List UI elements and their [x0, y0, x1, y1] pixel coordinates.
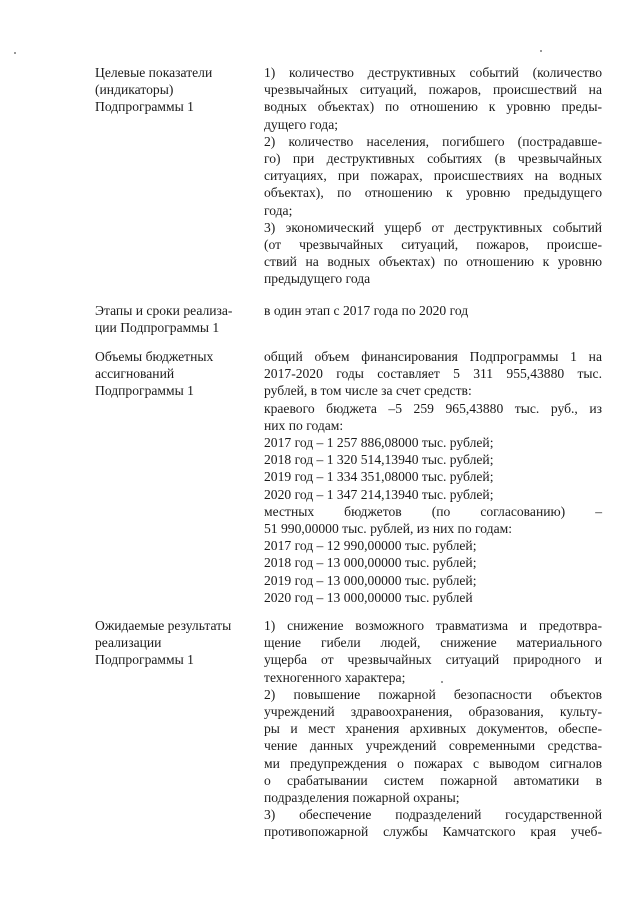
- text-line: 2020 год – 13 000,00000 тыс. рублей: [264, 589, 473, 605]
- label-line: (индикаторы): [95, 82, 174, 97]
- text-line: 2018 год – 1 320 514,13940 тыс. рублей;: [264, 452, 494, 468]
- text-line: 2019 год – 13 000,00000 тыс. рублей;: [264, 572, 477, 588]
- text-line: краевого бюджета –5 259 965,43880 тыс. руб., из: [264, 400, 602, 416]
- label-line: Объемы бюджетных: [95, 349, 214, 364]
- text-line: противопожарной службы Камчатского края учеб-: [264, 824, 602, 840]
- text-line: ры и мест хранения архивных документов, обеспе-: [264, 721, 602, 737]
- text-line: дущего года;: [264, 116, 339, 132]
- text-line: рублей, в том числе за счет средств:: [264, 383, 472, 399]
- section-content: [264, 348, 602, 606]
- text-line: 2018 год – 13 000,00000 тыс. рублей;: [264, 555, 477, 571]
- text-line: предыдущего года: [264, 271, 371, 287]
- section-label: [95, 64, 255, 115]
- text-line: о срабатывании систем пожарной автоматики в: [264, 772, 602, 788]
- text-line: чрезвычайных ситуаций, пожаров, происшествий на: [264, 82, 602, 98]
- text-line: местных бюджетов (по согласованию) –: [264, 503, 602, 519]
- label-line: ции Подпрограммы 1: [95, 320, 220, 335]
- text-line: техногенного характера;: [264, 669, 406, 685]
- label-line: ассигнований: [95, 366, 175, 381]
- text-line: (от чрезвычайных ситуаций, пожаров, происше-: [264, 237, 602, 253]
- section-content: [264, 617, 602, 841]
- text-line: 1) количество деструктивных событий (количество: [264, 65, 602, 80]
- label-line: Подпрограммы 1: [95, 652, 194, 667]
- text-line: подразделения пожарной охраны;: [264, 790, 460, 806]
- section-label: [95, 302, 255, 336]
- text-line: объектах), по отношению к уровню предыдущего: [264, 185, 602, 201]
- section-content: [264, 302, 602, 319]
- text-line: го) при деструктивных событиях (в чрезвычайных: [264, 151, 602, 167]
- label-line: Ожидаемые результаты: [95, 618, 232, 633]
- label-line: Этапы и сроки реализа-: [95, 303, 233, 318]
- scan-speck: [14, 52, 16, 54]
- text-line: общий объем финансирования Подпрограммы 1 на: [264, 349, 602, 364]
- label-line: Подпрограммы 1: [95, 383, 194, 398]
- text-line: 2020 год – 1 347 214,13940 тыс. рублей;: [264, 486, 494, 502]
- text-line: 2) количество населения, погибшего (пострадавше-: [264, 133, 602, 149]
- text-line: них по годам:: [264, 417, 344, 433]
- text-line: ситуациях, при пожарах, происшествиях на водных: [264, 168, 602, 184]
- text-line: учреждений здравоохранения, образования, культу-: [264, 704, 602, 720]
- section-content: [264, 64, 602, 288]
- text-line: 51 990,00000 тыс. рублей, из них по годам:: [264, 521, 512, 537]
- section-label: [95, 348, 255, 399]
- text-line: 1) снижение возможного травматизма и предотвра-: [264, 618, 602, 633]
- text-line: ми предупреждения о пожарах с выводом сигналов: [264, 755, 602, 771]
- text-line: ущерба от чрезвычайных ситуаций природного и: [264, 652, 602, 668]
- text-line: ствий на водных объектах) по отношению к уровню: [264, 254, 602, 270]
- label-line: Подпрограммы 1: [95, 99, 194, 114]
- section-label: [95, 617, 255, 668]
- text-line: 3) обеспечение подразделений государственной: [264, 807, 602, 823]
- text-line: 2019 год – 1 334 351,08000 тыс. рублей;: [264, 469, 494, 485]
- label-line: реализации: [95, 635, 162, 650]
- scan-speck: [540, 50, 542, 52]
- text-line: 2017 год – 12 990,00000 тыс. рублей;: [264, 538, 477, 554]
- text-line: щение гибели людей, снижение материального: [264, 635, 602, 651]
- text-line: 2017-2020 годы составляет 5 311 955,43880 тыс.: [264, 366, 602, 382]
- text-line: 2017 год – 1 257 886,08000 тыс. рублей;: [264, 435, 494, 451]
- text-line: водных объектах) по отношению к уровню преды-: [264, 99, 602, 115]
- text-line: в один этап с 2017 года по 2020 год: [264, 303, 469, 318]
- text-line: чение данных учреждений современными средства-: [264, 738, 602, 754]
- text-line: 3) экономический ущерб от деструктивных событий: [264, 219, 602, 235]
- text-line: года;: [264, 202, 293, 218]
- label-line: Целевые показатели: [95, 65, 213, 80]
- text-line: 2) повышение пожарной безопасности объектов: [264, 686, 602, 702]
